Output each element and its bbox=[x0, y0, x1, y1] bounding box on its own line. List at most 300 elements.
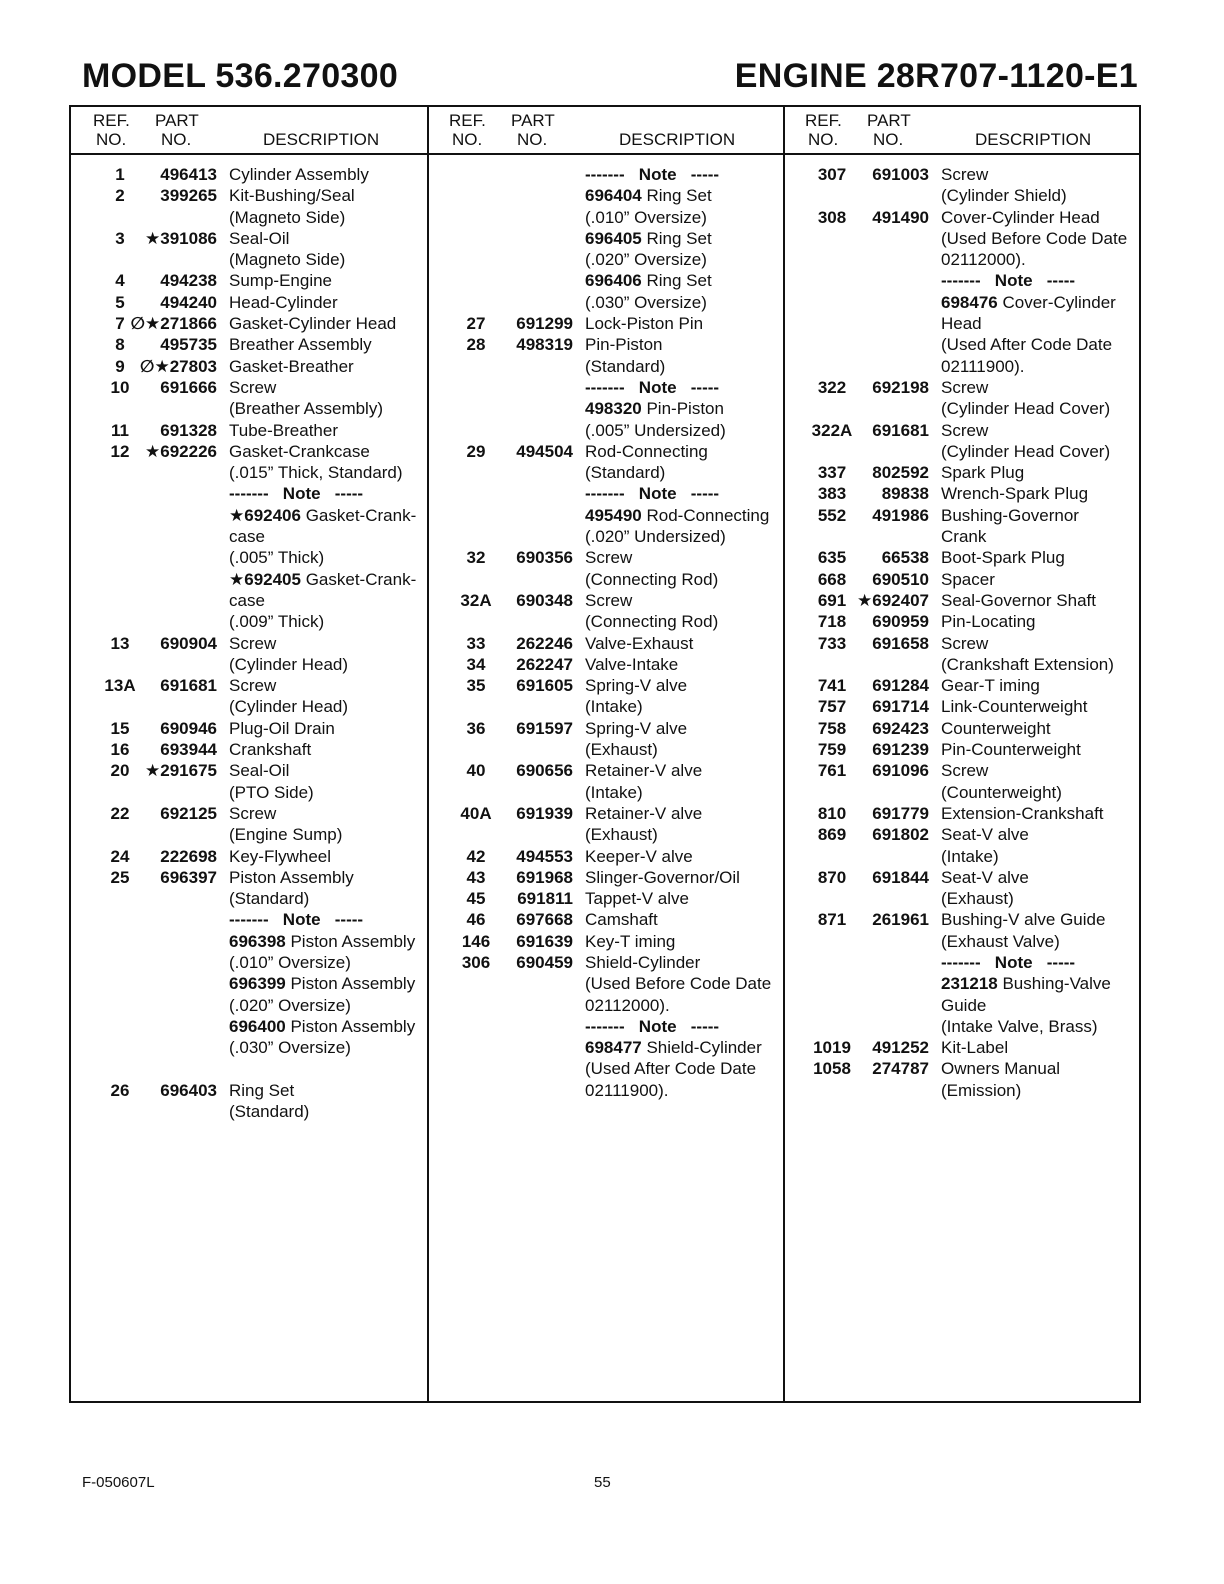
description-text: (Used After Code Date bbox=[585, 1059, 757, 1079]
table-row bbox=[71, 185, 427, 206]
column-header-ref-line1: REF. bbox=[93, 111, 130, 130]
table-row bbox=[783, 207, 1139, 228]
description-text: Owners Manual bbox=[941, 1059, 1061, 1079]
ref-no: 27 bbox=[466, 314, 486, 334]
description bbox=[941, 377, 988, 398]
part-no: 691779 bbox=[872, 803, 929, 823]
description-text: Slinger-Governor/Oil bbox=[585, 867, 740, 887]
description bbox=[229, 547, 324, 568]
description bbox=[229, 1037, 351, 1058]
part-no: ∅★27803 bbox=[139, 356, 217, 376]
table-row bbox=[783, 441, 1139, 462]
ref-no: 24 bbox=[110, 846, 130, 866]
ref-no: 308 bbox=[817, 207, 847, 227]
parts-column bbox=[783, 164, 1139, 1101]
description bbox=[941, 462, 1024, 483]
description bbox=[229, 867, 354, 888]
description bbox=[585, 398, 724, 419]
description bbox=[229, 207, 345, 228]
table-row bbox=[71, 633, 427, 654]
table-row bbox=[427, 654, 783, 675]
table-row bbox=[427, 164, 783, 185]
table-row bbox=[71, 356, 427, 377]
table-row bbox=[71, 696, 427, 717]
part-no: 691802 bbox=[872, 825, 929, 845]
table-row bbox=[427, 334, 783, 355]
part-no: 89838 bbox=[881, 484, 929, 504]
description-text: Pin-Counterweight bbox=[941, 740, 1081, 760]
description-text: Head bbox=[941, 314, 982, 334]
part-no: 691714 bbox=[872, 697, 929, 717]
description-text: Cover-Cylinder bbox=[1002, 292, 1116, 312]
table-row bbox=[427, 420, 783, 441]
description-text: Keeper-V alve bbox=[585, 846, 693, 866]
description bbox=[941, 398, 1110, 419]
note-label: ------- Note ----- bbox=[941, 271, 1076, 291]
ref-no: 13A bbox=[104, 676, 136, 696]
description bbox=[941, 505, 1079, 526]
table-row bbox=[71, 1058, 427, 1079]
description bbox=[941, 207, 1100, 228]
description bbox=[585, 633, 693, 654]
description bbox=[585, 675, 687, 696]
table-row bbox=[783, 888, 1139, 909]
description-text: (Breather Assembly) bbox=[229, 399, 383, 419]
description bbox=[585, 526, 726, 547]
description-text: Retainer-V alve bbox=[585, 803, 703, 823]
description-text: Extension-Crankshaft bbox=[941, 803, 1104, 823]
table-row bbox=[427, 1037, 783, 1058]
ref-no: 757 bbox=[817, 697, 847, 717]
ref-no: 9 bbox=[115, 356, 125, 376]
description bbox=[229, 505, 416, 526]
table-row bbox=[427, 185, 783, 206]
description-text: (.030” Oversize) bbox=[229, 1038, 351, 1058]
table-row bbox=[427, 718, 783, 739]
part-no: 496413 bbox=[160, 165, 217, 184]
ref-no: 761 bbox=[817, 761, 847, 781]
description-text: Bushing-Valve bbox=[1002, 974, 1111, 994]
table-row bbox=[71, 931, 427, 952]
table-row bbox=[783, 185, 1139, 206]
description bbox=[229, 888, 309, 909]
description bbox=[229, 654, 348, 675]
ref-no: 146 bbox=[461, 931, 491, 951]
table-row bbox=[427, 931, 783, 952]
description bbox=[229, 462, 403, 483]
description-text: (Counterweight) bbox=[941, 782, 1062, 802]
table-row bbox=[783, 782, 1139, 803]
description-text: (.005” Thick) bbox=[229, 548, 325, 568]
table-row bbox=[427, 973, 783, 994]
ref-no: 869 bbox=[817, 825, 847, 845]
description-text: 02111900). bbox=[941, 356, 1025, 376]
description-text: Piston Assembly bbox=[290, 1016, 416, 1036]
table-row bbox=[71, 1016, 427, 1037]
description bbox=[941, 675, 1040, 696]
description bbox=[229, 249, 345, 270]
table-row bbox=[783, 909, 1139, 930]
column-header-part-line2: NO. bbox=[161, 130, 192, 149]
description bbox=[941, 356, 1025, 377]
table-row bbox=[427, 228, 783, 249]
description-text: (Crankshaft Extension) bbox=[941, 654, 1114, 674]
description bbox=[941, 185, 1067, 206]
alt-part-no: 698476 bbox=[941, 292, 998, 312]
description-text: Breather Assembly bbox=[229, 335, 372, 355]
table-row bbox=[71, 547, 427, 568]
description-text: 02112000). bbox=[585, 995, 670, 1015]
description bbox=[229, 760, 289, 781]
page-number: 55 bbox=[594, 1474, 611, 1491]
description-text: (Standard) bbox=[585, 463, 666, 483]
description bbox=[941, 1058, 1060, 1079]
parts-column bbox=[427, 164, 783, 1101]
description-text: Screw bbox=[229, 377, 277, 397]
table-row bbox=[783, 398, 1139, 419]
description-text: Screw bbox=[229, 803, 277, 823]
table-row bbox=[427, 696, 783, 717]
note-label: ------- Note ----- bbox=[941, 952, 1076, 972]
ref-no: 691 bbox=[817, 590, 847, 610]
description-text: Piston Assembly bbox=[229, 867, 354, 887]
description bbox=[229, 952, 351, 973]
ref-no: 36 bbox=[466, 718, 486, 738]
description bbox=[585, 760, 702, 781]
ref-no: 1058 bbox=[813, 1059, 851, 1079]
description bbox=[941, 995, 986, 1016]
table-row bbox=[783, 377, 1139, 398]
description-text: Boot-Spark Plug bbox=[941, 548, 1065, 568]
part-no: 691328 bbox=[160, 420, 217, 440]
table-row bbox=[783, 270, 1139, 291]
table-row bbox=[783, 696, 1139, 717]
table-row bbox=[783, 1080, 1139, 1101]
column-header-ref-line1: REF. bbox=[805, 111, 842, 130]
description-text: (Standard) bbox=[585, 356, 666, 376]
note-label: ------- Note ----- bbox=[585, 1016, 720, 1036]
part-no: 692125 bbox=[160, 803, 217, 823]
description-text: (.015” Thick, Standard) bbox=[229, 463, 403, 483]
column-header-part-line2: NO. bbox=[873, 130, 904, 149]
table-row bbox=[71, 505, 427, 526]
description-text: Bushing-V alve Guide bbox=[941, 910, 1106, 930]
column-header-ref-line2: NO. bbox=[96, 130, 127, 149]
table-row bbox=[71, 824, 427, 845]
part-no: 495735 bbox=[160, 335, 217, 355]
part-no: 691968 bbox=[516, 867, 573, 887]
ref-no: 758 bbox=[817, 718, 847, 738]
description bbox=[585, 824, 658, 845]
description-text: Lock-Piston Pin bbox=[585, 314, 704, 334]
description-text: Seat-V alve bbox=[941, 867, 1029, 887]
description-text: Gasket-Breather bbox=[229, 356, 354, 376]
table-row bbox=[71, 249, 427, 270]
table-row bbox=[783, 973, 1139, 994]
table-row bbox=[783, 995, 1139, 1016]
description bbox=[941, 313, 982, 334]
description bbox=[941, 824, 1029, 845]
table-row bbox=[427, 505, 783, 526]
description bbox=[229, 228, 289, 249]
table-row bbox=[427, 633, 783, 654]
ref-no: 22 bbox=[110, 803, 130, 823]
part-no: ★692226 bbox=[145, 441, 217, 461]
part-no: 691666 bbox=[160, 377, 217, 397]
alt-part-no: 698477 bbox=[585, 1038, 642, 1058]
column-header-description: DESCRIPTION bbox=[263, 130, 380, 149]
description bbox=[941, 1080, 1021, 1101]
description-text: Pin-Locating bbox=[941, 612, 1036, 632]
part-no: 691284 bbox=[872, 676, 929, 696]
note-label: ------- Note ----- bbox=[585, 377, 720, 397]
description bbox=[941, 909, 1105, 930]
description bbox=[585, 739, 658, 760]
part-no: ★391086 bbox=[145, 228, 217, 248]
ref-no: 3 bbox=[115, 228, 125, 248]
description bbox=[229, 803, 276, 824]
description-text: (Intake) bbox=[941, 846, 999, 866]
ref-no: 32A bbox=[460, 590, 492, 610]
description bbox=[585, 931, 675, 952]
part-no: 274787 bbox=[872, 1059, 929, 1079]
description-text: Bushing-Governor bbox=[941, 505, 1079, 525]
ref-no: 32 bbox=[466, 548, 486, 568]
description-text: Gasket-Crankcase bbox=[229, 441, 370, 461]
ref-no: 871 bbox=[817, 910, 847, 930]
ref-no: 8 bbox=[115, 335, 125, 355]
table-row bbox=[71, 207, 427, 228]
table-row bbox=[427, 1016, 783, 1037]
table-row bbox=[71, 718, 427, 739]
description bbox=[585, 696, 643, 717]
alt-part-no: 696398 bbox=[229, 931, 286, 951]
description-text: Seal-Oil bbox=[229, 228, 290, 248]
table-row bbox=[783, 590, 1139, 611]
description bbox=[229, 611, 324, 632]
table-row bbox=[783, 654, 1139, 675]
description-text: Seal-Governor Shaft bbox=[941, 590, 1096, 610]
table-row bbox=[427, 292, 783, 313]
description bbox=[585, 888, 689, 909]
part-no: 262247 bbox=[516, 654, 573, 674]
table-row bbox=[427, 590, 783, 611]
description bbox=[229, 846, 331, 867]
ref-no: 29 bbox=[466, 441, 486, 461]
table-row bbox=[427, 803, 783, 824]
table-row bbox=[71, 313, 427, 334]
part-no: ∅★271866 bbox=[130, 314, 217, 334]
table-row bbox=[71, 654, 427, 675]
part-no: 691239 bbox=[872, 740, 929, 760]
description bbox=[941, 1037, 1008, 1058]
ref-no: 15 bbox=[110, 718, 130, 738]
description-text: (.010” Oversize) bbox=[585, 207, 707, 227]
table-row bbox=[427, 952, 783, 973]
description-text: (Cylinder Head) bbox=[229, 697, 349, 717]
note-label: ------- Note ----- bbox=[229, 910, 364, 930]
ref-no: 1 bbox=[115, 165, 125, 184]
table-row bbox=[71, 846, 427, 867]
description bbox=[941, 782, 1062, 803]
description bbox=[941, 164, 988, 185]
table-row bbox=[71, 760, 427, 781]
description-text: Piston Assembly bbox=[290, 931, 416, 951]
description bbox=[585, 313, 703, 334]
description bbox=[585, 1037, 762, 1058]
alt-part-no: 696406 bbox=[585, 271, 642, 291]
table-row bbox=[783, 462, 1139, 483]
description-text: Kit-Bushing/Seal bbox=[229, 186, 355, 206]
part-no: 399265 bbox=[160, 186, 217, 206]
ref-no: 46 bbox=[466, 910, 486, 930]
description-text: Pin-Piston bbox=[646, 399, 724, 419]
description-text: Tube-Breather bbox=[229, 420, 338, 440]
table-row bbox=[427, 526, 783, 547]
ref-no: 42 bbox=[466, 846, 486, 866]
description bbox=[229, 782, 314, 803]
table-row bbox=[71, 888, 427, 909]
description bbox=[585, 441, 708, 462]
part-no: 691003 bbox=[872, 165, 929, 184]
ref-no: 34 bbox=[466, 654, 486, 674]
description-text: Rod-Connecting bbox=[585, 441, 708, 461]
description bbox=[941, 846, 999, 867]
alt-part-no: 696405 bbox=[585, 228, 642, 248]
part-no: 691605 bbox=[516, 676, 573, 696]
table-row bbox=[783, 505, 1139, 526]
part-no: 696403 bbox=[160, 1080, 217, 1100]
description-text: Tappet-V alve bbox=[585, 889, 689, 909]
description-text: Shield-Cylinder bbox=[585, 952, 701, 972]
description bbox=[585, 590, 632, 611]
description-text: (Exhaust) bbox=[585, 825, 658, 845]
ref-no: 635 bbox=[817, 548, 847, 568]
ref-no: 810 bbox=[817, 803, 847, 823]
table-row bbox=[783, 249, 1139, 270]
table-row bbox=[427, 995, 783, 1016]
description-text: (.020” Oversize) bbox=[229, 995, 351, 1015]
column-header-ref-line2: NO. bbox=[808, 130, 839, 149]
ref-no: 4 bbox=[115, 271, 125, 291]
column-header-part-line2: NO. bbox=[517, 130, 548, 149]
description bbox=[585, 952, 700, 973]
table-row bbox=[783, 824, 1139, 845]
description bbox=[585, 207, 707, 228]
description bbox=[229, 398, 383, 419]
description-text: Seal-Oil bbox=[229, 761, 290, 781]
description bbox=[941, 526, 986, 547]
description-text: Cover-Cylinder Head bbox=[941, 207, 1100, 227]
table-row bbox=[783, 547, 1139, 568]
table-row bbox=[783, 952, 1139, 973]
table-row bbox=[427, 462, 783, 483]
description bbox=[229, 1016, 415, 1037]
description bbox=[585, 803, 702, 824]
table-row bbox=[783, 334, 1139, 355]
description-text: (PTO Side) bbox=[229, 782, 314, 802]
part-no: 690356 bbox=[516, 548, 573, 568]
part-no: 691639 bbox=[516, 931, 573, 951]
table-row bbox=[71, 483, 427, 504]
table-row bbox=[783, 1058, 1139, 1079]
description-text: Valve-Intake bbox=[585, 654, 679, 674]
description-text: Screw bbox=[585, 548, 633, 568]
description-text: Spark Plug bbox=[941, 463, 1025, 483]
table-row bbox=[427, 441, 783, 462]
description bbox=[585, 846, 693, 867]
description bbox=[941, 228, 1127, 249]
table-row bbox=[427, 867, 783, 888]
part-no: 692423 bbox=[872, 718, 929, 738]
description-text: Ring Set bbox=[646, 228, 712, 248]
description bbox=[941, 760, 988, 781]
table-row bbox=[427, 1080, 783, 1101]
description bbox=[585, 505, 769, 526]
description-text: (Standard) bbox=[229, 1102, 310, 1122]
ref-no: 28 bbox=[466, 335, 486, 355]
table-row bbox=[71, 377, 427, 398]
parts-table bbox=[69, 105, 1141, 1403]
note-label: ------- Note ----- bbox=[229, 484, 364, 504]
model-title: MODEL 536.270300 bbox=[82, 57, 399, 95]
description bbox=[229, 675, 276, 696]
ref-no: 718 bbox=[817, 612, 847, 632]
alt-part-no: ★692406 bbox=[229, 505, 301, 525]
description bbox=[229, 739, 311, 760]
ref-no: 741 bbox=[817, 676, 847, 696]
table-row bbox=[783, 611, 1139, 632]
description bbox=[229, 569, 416, 590]
description bbox=[229, 164, 369, 185]
description-text: (Cylinder Head Cover) bbox=[941, 399, 1111, 419]
part-no: 66538 bbox=[881, 548, 929, 568]
description bbox=[229, 377, 276, 398]
description bbox=[941, 718, 1051, 739]
table-row bbox=[71, 995, 427, 1016]
table-row bbox=[71, 782, 427, 803]
part-no: 690904 bbox=[160, 633, 217, 653]
table-row bbox=[71, 228, 427, 249]
note-label: ------- Note ----- bbox=[585, 484, 720, 504]
description bbox=[585, 249, 707, 270]
description bbox=[585, 654, 678, 675]
column-header-description: DESCRIPTION bbox=[619, 130, 736, 149]
table-row bbox=[71, 526, 427, 547]
description-text: Seat-V alve bbox=[941, 825, 1029, 845]
table-row bbox=[71, 590, 427, 611]
table-row bbox=[427, 207, 783, 228]
description-text: Key-T iming bbox=[585, 931, 676, 951]
ref-no: 870 bbox=[817, 867, 847, 887]
table-row bbox=[427, 356, 783, 377]
part-no: 691811 bbox=[517, 889, 573, 909]
description bbox=[585, 718, 687, 739]
description-text: Screw bbox=[585, 590, 633, 610]
engine-title: ENGINE 28R707-1120-E1 bbox=[734, 57, 1138, 95]
table-row bbox=[71, 867, 427, 888]
table-row bbox=[427, 398, 783, 419]
column-header-ref-line1: REF. bbox=[449, 111, 486, 130]
description bbox=[941, 420, 988, 441]
description bbox=[941, 739, 1081, 760]
table-row bbox=[783, 739, 1139, 760]
description-text: Counterweight bbox=[941, 718, 1051, 738]
description-text: Ring Set bbox=[229, 1080, 295, 1100]
description-text: Head-Cylinder bbox=[229, 292, 338, 312]
description bbox=[229, 973, 415, 994]
description-text: Screw bbox=[229, 633, 277, 653]
